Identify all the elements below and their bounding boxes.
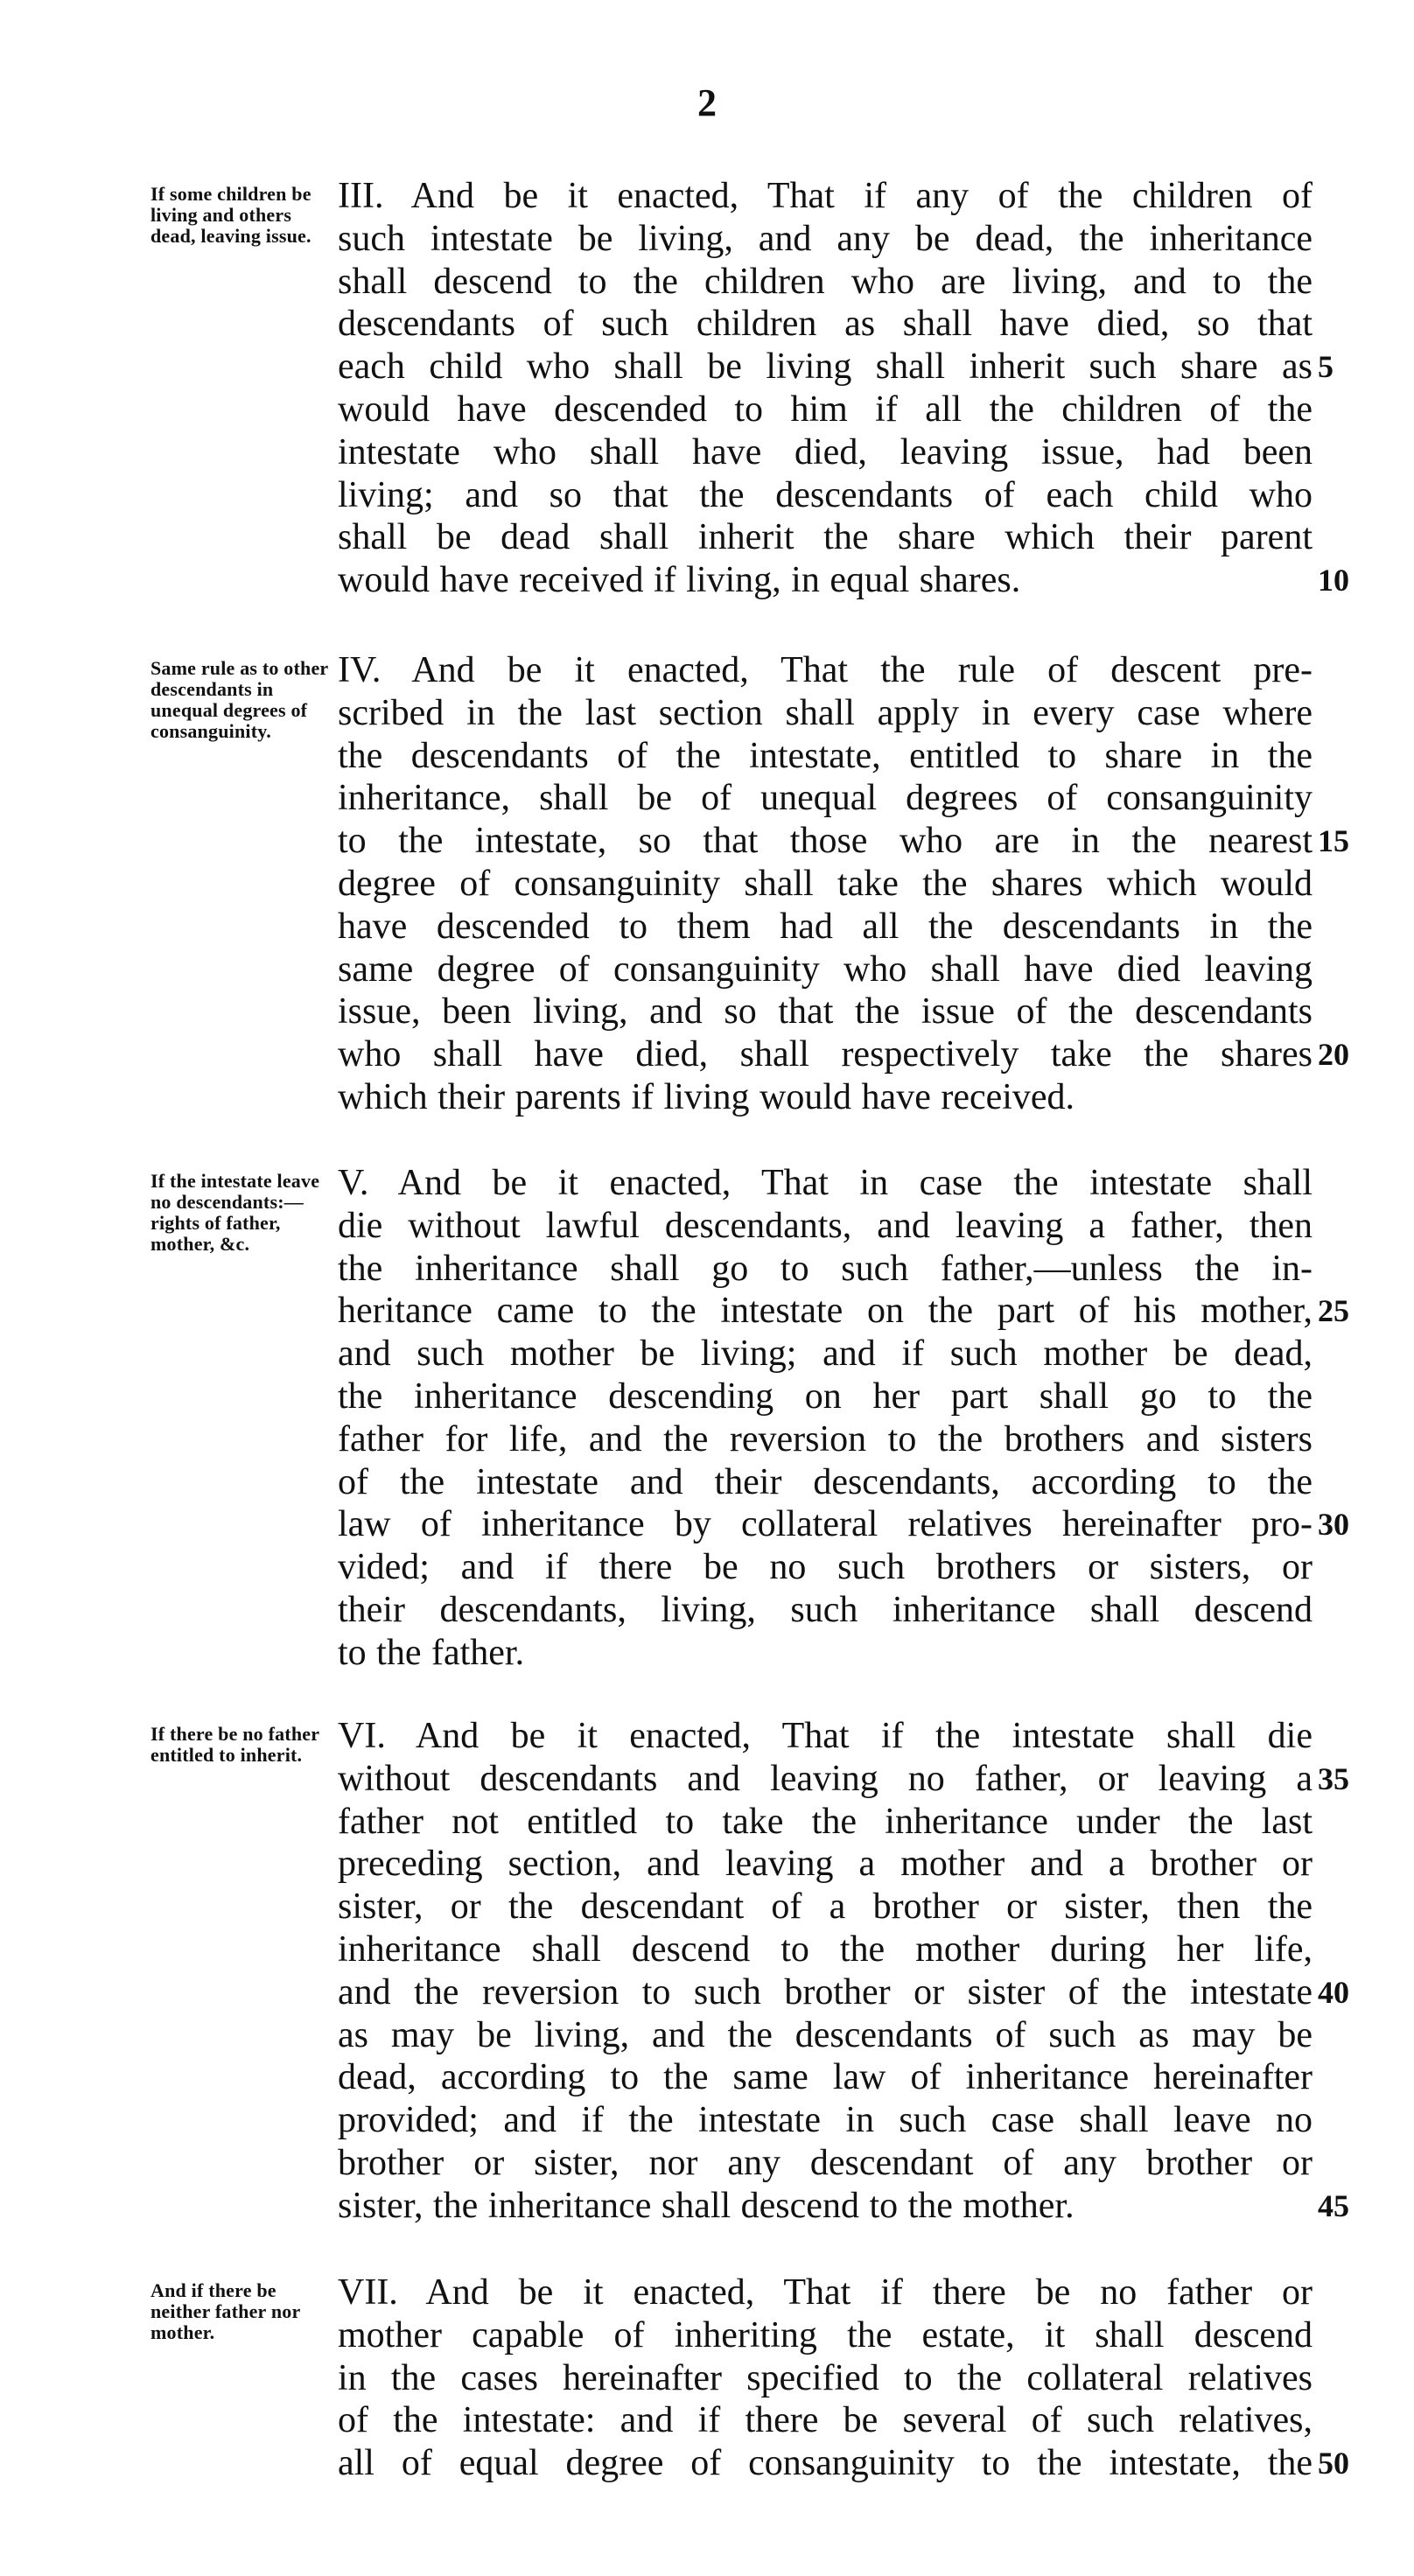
text-line: all of equal degree of consanguinity to the intestate, the	[338, 2443, 1312, 2484]
text-line: V. And be it enacted, That in case the intestate shall	[338, 1163, 1312, 1203]
text-line: dead, according to the same law of inheritance hereinafter	[338, 2057, 1312, 2098]
line-number: 45	[1318, 2188, 1349, 2223]
line-number: 5	[1318, 349, 1334, 384]
text-line: vided; and if there be no such brothers or sisters, or	[338, 1547, 1312, 1588]
text-line: living; and so that the descendants of each child who	[338, 474, 1312, 515]
text-line: as may be living, and the descendants of such as may be	[338, 2014, 1312, 2055]
section-text	[338, 1715, 1312, 2228]
text-line: to the father.	[338, 1632, 525, 1673]
text-line: die without lawful descendants, and leaving a father, then	[338, 1205, 1312, 1246]
text-line: law of inheritance by collateral relatives hereinafter pro-	[338, 1504, 1312, 1545]
text-line: of the intestate: and if there be several of such relatives,	[338, 2400, 1312, 2441]
text-line: the descendants of the intestate, entitled to share in the	[338, 735, 1312, 776]
text-line: inheritance, shall be of unequal degrees of consanguinity	[338, 778, 1312, 819]
text-line: and such mother be living; and if such mother be dead,	[338, 1334, 1312, 1375]
line-number: 25	[1318, 1293, 1349, 1328]
section-text	[338, 1162, 1312, 1675]
section-text	[338, 175, 1312, 602]
text-line: father not entitled to take the inheritance under the last	[338, 1801, 1312, 1842]
text-line: the inheritance shall go to such father,—unless the in-	[338, 1248, 1312, 1289]
text-line: to the intestate, so that those who are in the nearest	[338, 821, 1312, 862]
text-line: mother capable of inheriting the estate, it shall descend	[338, 2314, 1312, 2356]
text-line: would have descended to him if all the children of the	[338, 388, 1312, 430]
page-number: 2	[697, 81, 717, 124]
text-line: issue, been living, and so that the issue of the descendants	[338, 991, 1312, 1032]
text-line: preceding section, and leaving a mother and a brother or	[338, 1844, 1312, 1885]
text-line: heritance came to the intestate on the part of his mother,	[338, 1291, 1312, 1332]
text-line: have descended to them had all the descendants in the	[338, 906, 1312, 947]
text-line: sister, or the descendant of a brother or sister, then the	[338, 1886, 1312, 1928]
text-line: degree of consanguinity shall take the shares which would	[338, 863, 1312, 904]
margin-note: If there be no father entitled to inherit.	[150, 1723, 319, 1766]
text-line: would have received if living, in equal shares.	[338, 560, 1021, 601]
line-number: 50	[1318, 2446, 1349, 2481]
line-number: 30	[1318, 1507, 1349, 1542]
text-line: the inheritance descending on her part shall go to the	[338, 1376, 1312, 1417]
text-line: sister, the inheritance shall descend to the mother.	[338, 2185, 1074, 2226]
text-line: VI. And be it enacted, That if the intestate shall die	[338, 1716, 1312, 1756]
text-line: IV. And be it enacted, That the rule of descent pre-	[338, 650, 1312, 690]
section-text	[338, 649, 1312, 1119]
text-line: provided; and if the intestate in such case shall leave no	[338, 2100, 1312, 2141]
text-line: VII. And be it enacted, That if there be no father or	[338, 2272, 1312, 2313]
line-number: 40	[1318, 1975, 1349, 2010]
line-number: 20	[1318, 1037, 1349, 1072]
line-number: 35	[1318, 1761, 1349, 1796]
text-line: their descendants, living, such inheritance shall descend	[338, 1589, 1312, 1630]
line-number: 15	[1318, 823, 1349, 858]
text-line: which their parents if living would have received.	[338, 1076, 1075, 1117]
text-line: such intestate be living, and any be dead, the inheritance	[338, 218, 1312, 259]
text-line: inheritance shall descend to the mother during her life,	[338, 1928, 1312, 1970]
text-line: shall be dead shall inherit the share which their parent	[338, 517, 1312, 558]
text-line: who shall have died, shall respectively take the shares	[338, 1034, 1312, 1075]
text-line: scribed in the last section shall apply in every case where	[338, 692, 1312, 733]
text-line: same degree of consanguinity who shall have died leaving	[338, 948, 1312, 990]
margin-note: Same rule as to other descendants in unequal degrees of consanguinity.	[150, 657, 328, 742]
text-line: each child who shall be living shall inherit such share as	[338, 346, 1312, 388]
margin-note: If some children be living and others dead, leaving issue.	[150, 183, 312, 247]
line-number: 10	[1318, 563, 1349, 598]
margin-note: And if there be neither father nor mother.	[150, 2279, 301, 2343]
text-line: III. And be it enacted, That if any of the children of	[338, 176, 1312, 216]
text-line: brother or sister, nor any descendant of any brother or	[338, 2142, 1312, 2183]
text-line: of the intestate and their descendants, according to the	[338, 1461, 1312, 1502]
text-line: intestate who shall have died, leaving issue, had been	[338, 431, 1312, 472]
margin-note: If the intestate leave no descendants:—rights of father, mother, &c.	[150, 1170, 320, 1255]
text-line: shall descend to the children who are living, and to the	[338, 261, 1312, 302]
text-line: descendants of such children as shall have died, so that	[338, 304, 1312, 345]
text-line: without descendants and leaving no father, or leaving a	[338, 1758, 1312, 1799]
text-line: and the reversion to such brother or sister of the intestate	[338, 1971, 1312, 2012]
text-line: father for life, and the reversion to the brothers and sisters	[338, 1418, 1312, 1460]
section-text	[338, 2272, 1312, 2485]
text-line: in the cases hereinafter specified to the collateral relatives	[338, 2357, 1312, 2398]
